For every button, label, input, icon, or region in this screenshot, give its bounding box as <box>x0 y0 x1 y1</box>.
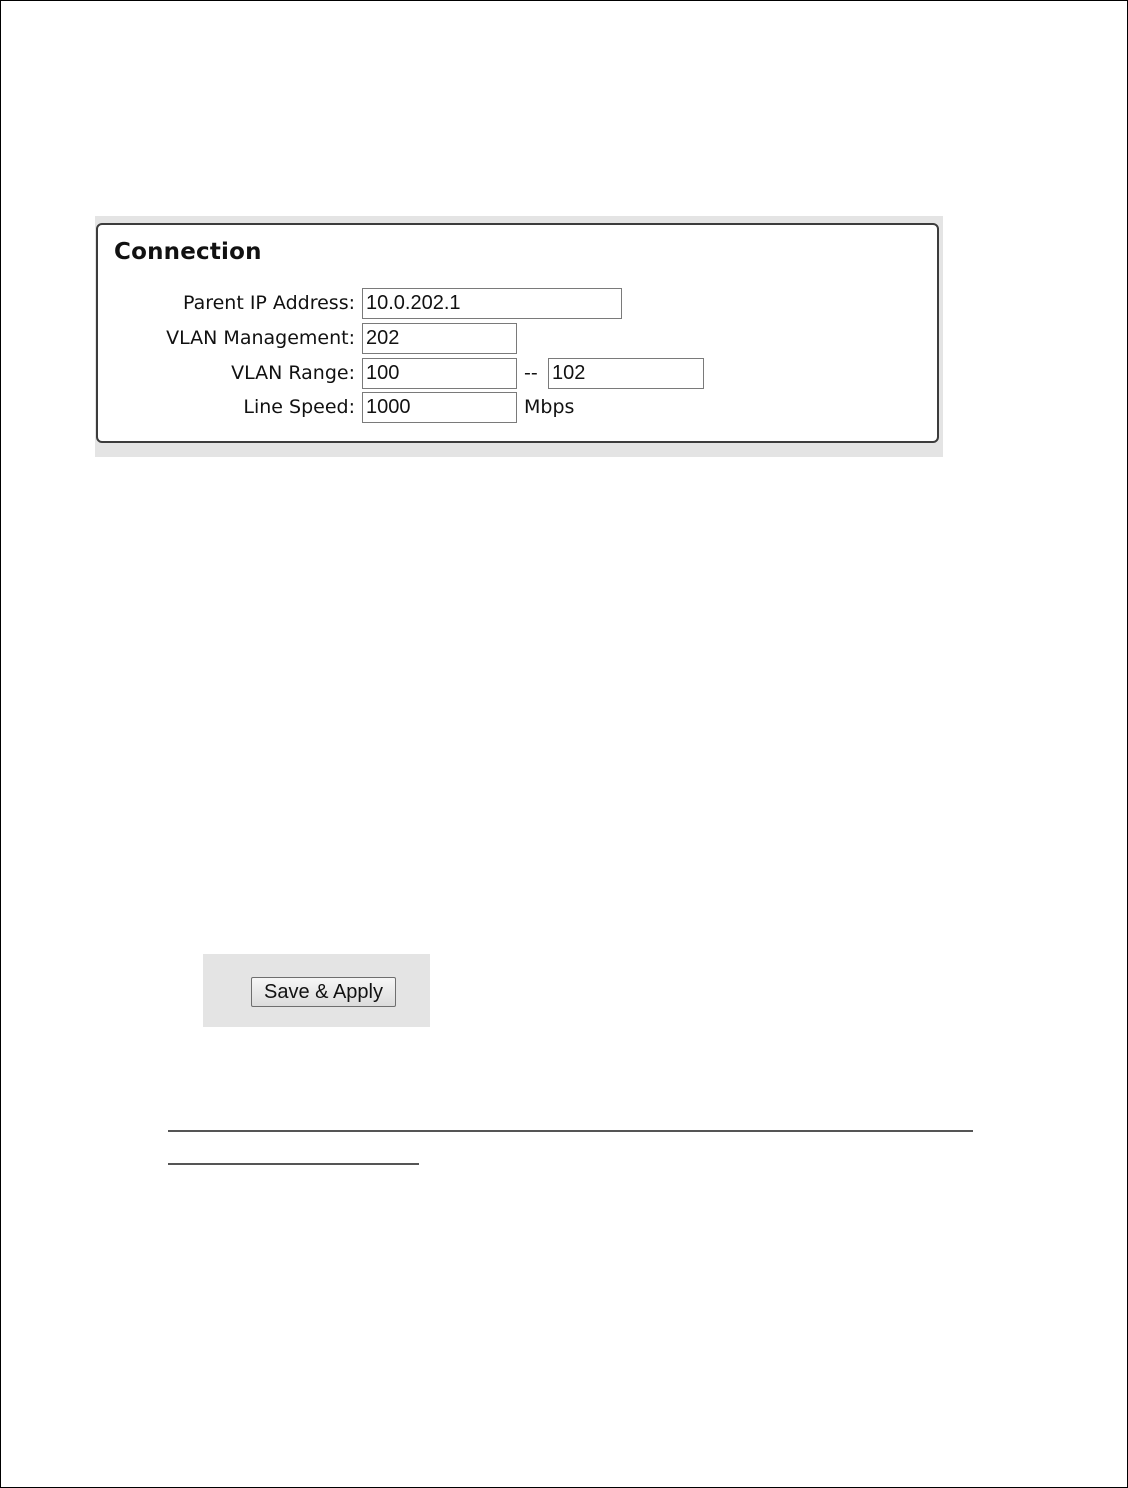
connection-panel <box>96 223 939 443</box>
vlan-range-separator: -- <box>524 362 538 384</box>
vlan-range-start-input[interactable] <box>362 358 517 389</box>
connection-screenshot <box>95 216 943 457</box>
vlan-range-end-input[interactable] <box>548 358 704 389</box>
connection-title: Connection <box>114 239 262 265</box>
vlan-range-label-box <box>114 358 355 389</box>
vlan-management-label: VLAN Management: <box>166 327 355 349</box>
vlan-range-label: VLAN Range: <box>231 362 355 384</box>
vlan-management-label-box <box>114 323 355 354</box>
horizontal-rule <box>168 1130 973 1132</box>
parent-ip-label-box <box>114 288 355 319</box>
save-apply-button[interactable]: Save & Apply <box>251 977 396 1007</box>
line-speed-label: Line Speed: <box>243 396 355 418</box>
line-speed-label-box <box>114 392 355 423</box>
horizontal-rule-short <box>168 1163 419 1165</box>
parent-ip-input[interactable] <box>362 288 622 319</box>
save-apply-screenshot <box>203 954 430 1027</box>
line-speed-input[interactable] <box>362 392 517 423</box>
line-speed-unit: Mbps <box>524 396 575 418</box>
vlan-management-input[interactable] <box>362 323 517 354</box>
parent-ip-label: Parent IP Address: <box>182 292 355 314</box>
